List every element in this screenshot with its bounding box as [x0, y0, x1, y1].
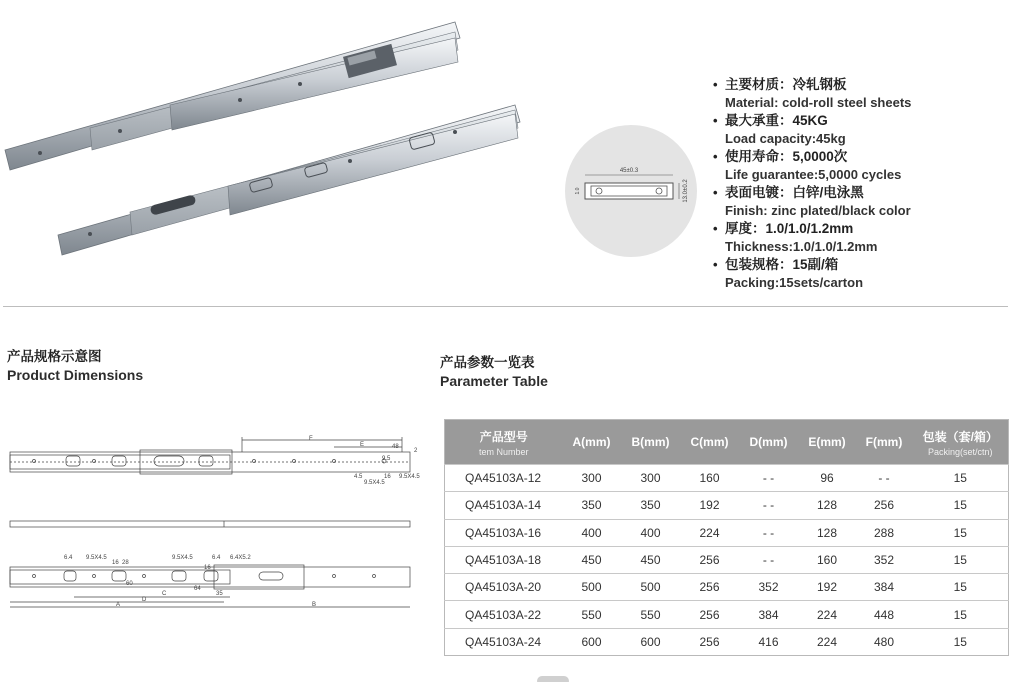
header-d: D(mm) — [739, 420, 799, 465]
cell-a: 400 — [563, 519, 621, 546]
cell-f: 352 — [856, 546, 913, 573]
cell-c: 256 — [681, 546, 739, 573]
spec-load-en: Load capacity:45kg — [725, 130, 846, 146]
dim-label-f: F — [309, 436, 313, 442]
table-row — [445, 546, 1009, 573]
table-row — [445, 574, 1009, 601]
dim-label-64: 64 — [194, 586, 201, 592]
bullet-icon: • — [713, 221, 718, 236]
cell-item-number: QA45103A-24 — [445, 628, 563, 655]
cell-packing: 15 — [913, 492, 1009, 519]
dim-label-16-c: 16 — [204, 565, 211, 571]
cell-a: 600 — [563, 628, 621, 655]
spec-thickness-en: Thickness:1.0/1.0/1.2mm — [725, 238, 878, 254]
cell-a: 500 — [563, 574, 621, 601]
header-e: E(mm) — [799, 420, 856, 465]
cell-a: 550 — [563, 601, 621, 628]
cell-e: 192 — [799, 574, 856, 601]
bullet-icon: • — [713, 149, 718, 164]
spec-material-en: Material: cold-roll steel sheets — [725, 94, 912, 110]
spec-life-en: Life guarantee:5,0000 cycles — [725, 166, 902, 182]
spec-finish-zh: 表面电镀：白锌/电泳黑 — [725, 185, 864, 200]
dim-label-9-5: 9.5 — [382, 456, 391, 462]
drawer-slide-photo — [0, 10, 540, 260]
spec-finish — [713, 184, 1023, 219]
table-row — [445, 628, 1009, 655]
cell-b: 400 — [621, 519, 681, 546]
header-item-number: 产品型号 tem Number — [445, 420, 563, 465]
cell-f: - - — [856, 465, 913, 492]
cell-d: 416 — [739, 628, 799, 655]
dim-label-slot-6-4x5-2: 6.4X5.2 — [230, 555, 251, 561]
cell-b: 500 — [621, 574, 681, 601]
cell-packing: 15 — [913, 574, 1009, 601]
cell-f: 288 — [856, 519, 913, 546]
cell-c: 224 — [681, 519, 739, 546]
dim-label-60: 60 — [126, 581, 133, 587]
cell-b: 550 — [621, 601, 681, 628]
cell-d: 352 — [739, 574, 799, 601]
cell-b: 600 — [621, 628, 681, 655]
spec-thickness-zh: 厚度：1.0/1.0/1.2mm — [725, 221, 854, 236]
cell-e: 160 — [799, 546, 856, 573]
bullet-icon: • — [713, 257, 718, 272]
dimensions-heading-en: Product Dimensions — [7, 367, 144, 383]
bullet-icon: • — [713, 113, 718, 128]
spec-material-zh: 主要材质：冷轧钢板 — [725, 77, 847, 92]
dim-label-a: A — [116, 602, 121, 608]
cross-section-diagram — [565, 125, 697, 257]
cell-a: 450 — [563, 546, 621, 573]
cell-d: - - — [739, 546, 799, 573]
spec-life — [713, 148, 1023, 183]
spec-load — [713, 112, 1023, 147]
dim-label-2: 2 — [414, 448, 418, 454]
parameter-table — [444, 419, 1009, 656]
header-c: C(mm) — [681, 420, 739, 465]
spec-load-zh: 最大承重：45KG — [725, 113, 828, 128]
width-dimension-label: 45±0.3 — [619, 168, 639, 174]
cell-packing: 15 — [913, 628, 1009, 655]
cell-f: 480 — [856, 628, 913, 655]
cell-item-number: QA45103A-16 — [445, 519, 563, 546]
dim-label-16-b: 16 — [112, 560, 119, 566]
dim-label-slot-9-5x4-5: 9.5X4.5 — [399, 474, 420, 480]
cell-a: 300 — [563, 465, 621, 492]
cell-item-number: QA45103A-14 — [445, 492, 563, 519]
parameter-heading — [440, 354, 548, 390]
cell-f: 256 — [856, 492, 913, 519]
parameter-heading-zh: 产品参数一览表 — [440, 355, 535, 370]
cell-d: - - — [739, 465, 799, 492]
cell-e: 128 — [799, 519, 856, 546]
cell-b: 450 — [621, 546, 681, 573]
cell-item-number: QA45103A-22 — [445, 601, 563, 628]
spec-life-zh: 使用寿命：5,0000次 — [725, 149, 848, 164]
cell-packing: 15 — [913, 546, 1009, 573]
thickness-dimension-label: 1.0 — [575, 187, 581, 195]
table-row — [445, 465, 1009, 492]
spec-packing — [713, 256, 1023, 291]
cell-e: 224 — [799, 628, 856, 655]
cell-f: 384 — [856, 574, 913, 601]
dim-label-b: B — [312, 602, 317, 608]
bullet-icon: • — [713, 185, 718, 200]
table-row — [445, 492, 1009, 519]
cell-b: 300 — [621, 465, 681, 492]
dim-label-48: 48 — [392, 444, 399, 450]
header-a: A(mm) — [563, 420, 621, 465]
dimension-drawing — [4, 432, 434, 617]
dim-label-slot-9-5x4-5-b: 9.5X4.5 — [364, 480, 385, 486]
cell-e: 224 — [799, 601, 856, 628]
dim-label-6-4-b: 6.4 — [212, 555, 221, 561]
dim-label-28: 28 — [122, 560, 129, 566]
dim-label-c: C — [162, 591, 167, 597]
cell-d: 384 — [739, 601, 799, 628]
cell-d: - - — [739, 492, 799, 519]
parameter-heading-en: Parameter Table — [440, 373, 548, 389]
cell-d: - - — [739, 519, 799, 546]
spec-packing-en: Packing:15sets/carton — [725, 274, 864, 290]
spec-list — [713, 76, 1023, 292]
dimensions-heading — [7, 348, 143, 384]
dim-label-slot-9-5x4-5-c: 9.5X4.5 — [86, 555, 107, 561]
cell-b: 350 — [621, 492, 681, 519]
cell-c: 192 — [681, 492, 739, 519]
cell-c: 256 — [681, 574, 739, 601]
cell-item-number: QA45103A-12 — [445, 465, 563, 492]
table-row — [445, 601, 1009, 628]
height-dimension-label: 13.0±0.2 — [683, 179, 689, 203]
cell-e: 128 — [799, 492, 856, 519]
dim-label-16: 16 — [384, 474, 391, 480]
dim-label-4-5: 4.5 — [354, 474, 363, 480]
spec-material — [713, 76, 1023, 111]
cell-item-number: QA45103A-18 — [445, 546, 563, 573]
dimensions-heading-zh: 产品规格示意图 — [7, 349, 102, 364]
table-header-row — [445, 420, 1009, 465]
header-packing: 包装（套/箱） Packing(set/ctn) — [913, 420, 1009, 465]
scroll-indicator[interactable] — [537, 676, 569, 682]
dim-label-e: E — [360, 442, 365, 448]
bullet-icon: • — [713, 77, 718, 92]
header-b: B(mm) — [621, 420, 681, 465]
cell-f: 448 — [856, 601, 913, 628]
dim-label-35: 35 — [216, 591, 223, 597]
spec-finish-en: Finish: zinc plated/black color — [725, 202, 911, 218]
section-divider — [3, 306, 1008, 307]
table-row — [445, 519, 1009, 546]
dim-label-d: D — [142, 597, 147, 603]
cell-a: 350 — [563, 492, 621, 519]
cell-packing: 15 — [913, 519, 1009, 546]
spec-packing-zh: 包装规格：15副/箱 — [725, 257, 839, 272]
header-f: F(mm) — [856, 420, 913, 465]
cell-packing: 15 — [913, 465, 1009, 492]
cell-e: 96 — [799, 465, 856, 492]
dim-label-slot-9-5x4-5-d: 9.5X4.5 — [172, 555, 193, 561]
cell-packing: 15 — [913, 601, 1009, 628]
dim-label-6-4: 6.4 — [64, 555, 73, 561]
cell-c: 256 — [681, 628, 739, 655]
cell-c: 256 — [681, 601, 739, 628]
cell-item-number: QA45103A-20 — [445, 574, 563, 601]
cell-c: 160 — [681, 465, 739, 492]
spec-thickness — [713, 220, 1023, 255]
